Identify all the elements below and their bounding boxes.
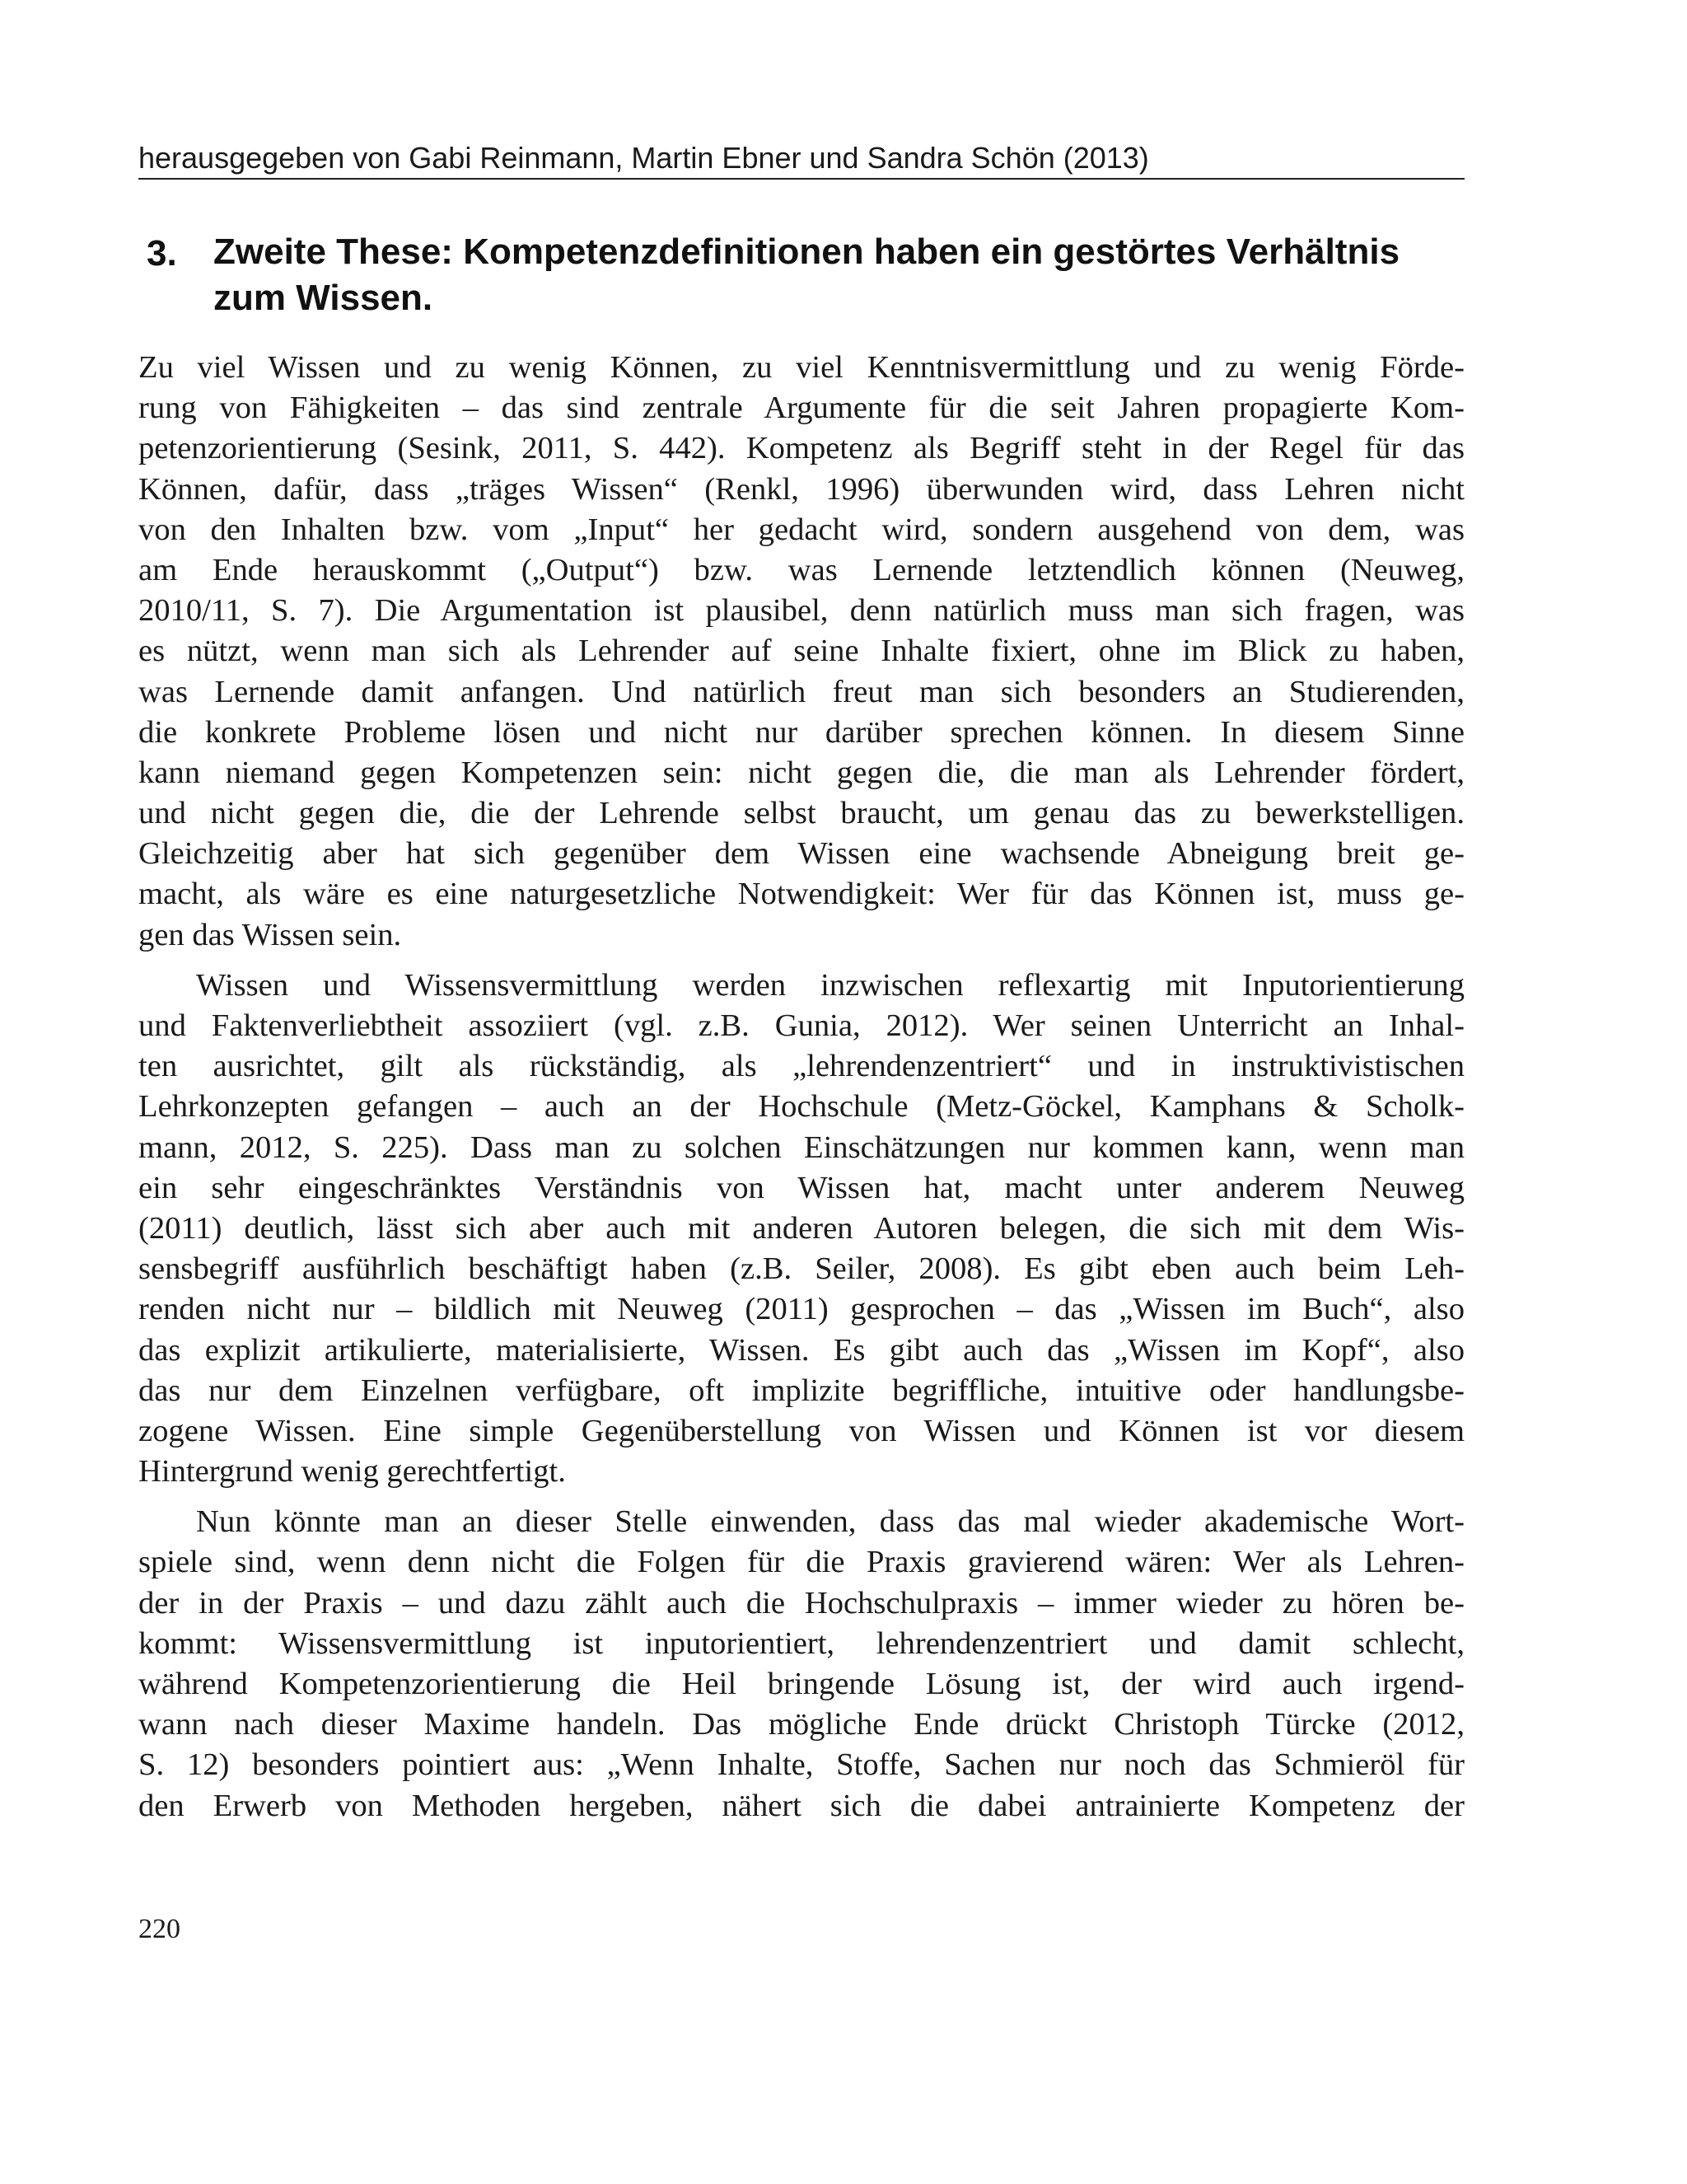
text-line: ten ausrichtet, gilt als rückständig, als „lehrendenzentriert“ und in instruktivistischen bbox=[138, 1049, 1465, 1084]
text-line: renden nicht nur – bildlich mit Neuweg (2011) gesprochen – das „Wissen im Buch“, also bbox=[138, 1292, 1465, 1327]
text-line: das explizit artikulierte, materialisierte, Wissen. Es gibt auch das „Wissen im Kopf“, also bbox=[138, 1332, 1465, 1368]
text-line: sensbegriff ausführlich beschäftigt haben (z.B. Seiler, 2008). Es gibt eben auch beim Leh- bbox=[138, 1251, 1465, 1287]
text-line: Können, dafür, dass „träges Wissen“ (Renkl, 1996) überwunden wird, dass Lehren nicht bbox=[138, 471, 1465, 507]
text-line: spiele sind, wenn denn nicht die Folgen für die Praxis gravierend wären: Wer als Lehren- bbox=[138, 1545, 1465, 1580]
text-line: was Lernende damit anfangen. Und natürlich freut man sich besonders an Studierenden, bbox=[138, 674, 1465, 709]
paragraph-1 bbox=[138, 348, 1465, 956]
text-line: gen das Wissen sein. bbox=[138, 917, 402, 952]
section-heading bbox=[138, 229, 1465, 321]
text-line: wann nach dieser Maxime handeln. Das mögliche Ende drückt Christoph Türcke (2012, bbox=[138, 1707, 1465, 1742]
text-line: und nicht gegen die, die der Lehrende selbst braucht, um genau das zu bewerkstelligen. bbox=[138, 796, 1465, 831]
text-line: und Faktenverliebtheit assoziiert (vgl. z.B. Gunia, 2012). Wer seinen Unterricht an Inhal- bbox=[138, 1008, 1465, 1043]
text-line: Hintergrund wenig gerechtfertigt. bbox=[138, 1454, 566, 1490]
text-line: Gleichzeitig aber hat sich gegenüber dem Wissen eine wachsende Abneigung breit ge- bbox=[138, 836, 1465, 872]
text-line: Lehrkonzepten gefangen – auch an der Hochschule (Metz-Göckel, Kamphans & Scholk- bbox=[138, 1089, 1465, 1125]
text-line: mann, 2012, S. 225). Dass man zu solchen Einschätzungen nur kommen kann, wenn man bbox=[138, 1129, 1465, 1165]
text-line: zogene Wissen. Eine simple Gegenüberstellung von Wissen und Können ist vor diesem bbox=[138, 1413, 1465, 1448]
text-line: ein sehr eingeschränktes Verständnis von Wissen hat, macht unter anderem Neuweg bbox=[138, 1170, 1465, 1205]
text-line: petenzorientierung (Sesink, 2011, S. 442). Kompetenz als Begriff steht in der Regel für das bbox=[138, 431, 1465, 466]
text-line: während Kompetenzorientierung die Heil bringende Lösung ist, der wird auch irgend- bbox=[138, 1667, 1465, 1701]
text-line: von den Inhalten bzw. vom „Input“ her gedacht wird, sondern ausgehend von dem, was bbox=[138, 512, 1465, 547]
text-line: S. 12) besonders pointiert aus: „Wenn Inhalte, Stoffe, Sachen nur noch das Schmieröl für bbox=[138, 1747, 1465, 1783]
text-line: (2011) deutlich, lässt sich aber auch mit anderen Autoren belegen, die sich mit dem Wis- bbox=[138, 1210, 1465, 1246]
text-line: am Ende herauskommt („Output“) bzw. was Lernende letztendlich können (Neuweg, bbox=[138, 552, 1465, 587]
text-line: die konkrete Probleme lösen und nicht nur darüber sprechen können. In diesem Sinne bbox=[138, 714, 1465, 750]
text-line: 2010/11, S. 7). Die Argumentation ist plausibel, denn natürlich muss man sich fragen, was bbox=[138, 593, 1465, 629]
text-line: das nur dem Einzelnen verfügbare, oft implizite begriffliche, intuitive oder handlungsbe- bbox=[138, 1373, 1465, 1408]
running-header: herausgegeben von Gabi Reinmann, Martin Ebner und Sandra Schön (2013) bbox=[138, 140, 1465, 180]
section-number: 3. bbox=[147, 233, 177, 274]
body-text bbox=[138, 348, 1465, 1826]
paragraph-3 bbox=[138, 1502, 1465, 1826]
text-line: der in der Praxis – und dazu zählt auch die Hochschulpraxis – immer wieder zu hören be- bbox=[138, 1585, 1465, 1620]
text-line: Wissen und Wissensvermittlung werden inzwischen reflexartig mit Inputorientierung bbox=[196, 967, 1465, 1003]
text-line: kommt: Wissensvermittlung ist inputorientiert, lehrendenzentriert und damit schlecht, bbox=[138, 1625, 1465, 1661]
text-line: den Erwerb von Methoden hergeben, nähert sich die dabei antrainierte Kompetenz der bbox=[138, 1788, 1465, 1823]
section-title: Zweite These: Kompetenzdefinitionen haben ein gestörtes Verhältnis zum Wissen. bbox=[213, 231, 1400, 318]
text-line: kann niemand gegen Kompetenzen sein: nicht gegen die, die man als Lehrender fördert, bbox=[138, 755, 1465, 790]
page-number: 220 bbox=[138, 1914, 180, 1944]
text-line: es nützt, wenn man sich als Lehrender auf seine Inhalte fixiert, ohne im Blick zu haben, bbox=[138, 634, 1465, 669]
text-line: macht, als wäre es eine naturgesetzliche Notwendigkeit: Wer für das Können ist, muss ge- bbox=[138, 877, 1465, 912]
text-line: rung von Fähigkeiten – das sind zentrale Argumente für die seit Jahren propagierte Kom- bbox=[138, 391, 1465, 426]
paragraph-2 bbox=[138, 966, 1465, 1492]
text-line: Nun könnte man an dieser Stelle einwenden, dass das mal wieder akademische Wort- bbox=[196, 1504, 1465, 1540]
text-line: Zu viel Wissen und zu wenig Können, zu viel Kenntnisvermittlung und zu wenig Förde- bbox=[138, 350, 1465, 385]
